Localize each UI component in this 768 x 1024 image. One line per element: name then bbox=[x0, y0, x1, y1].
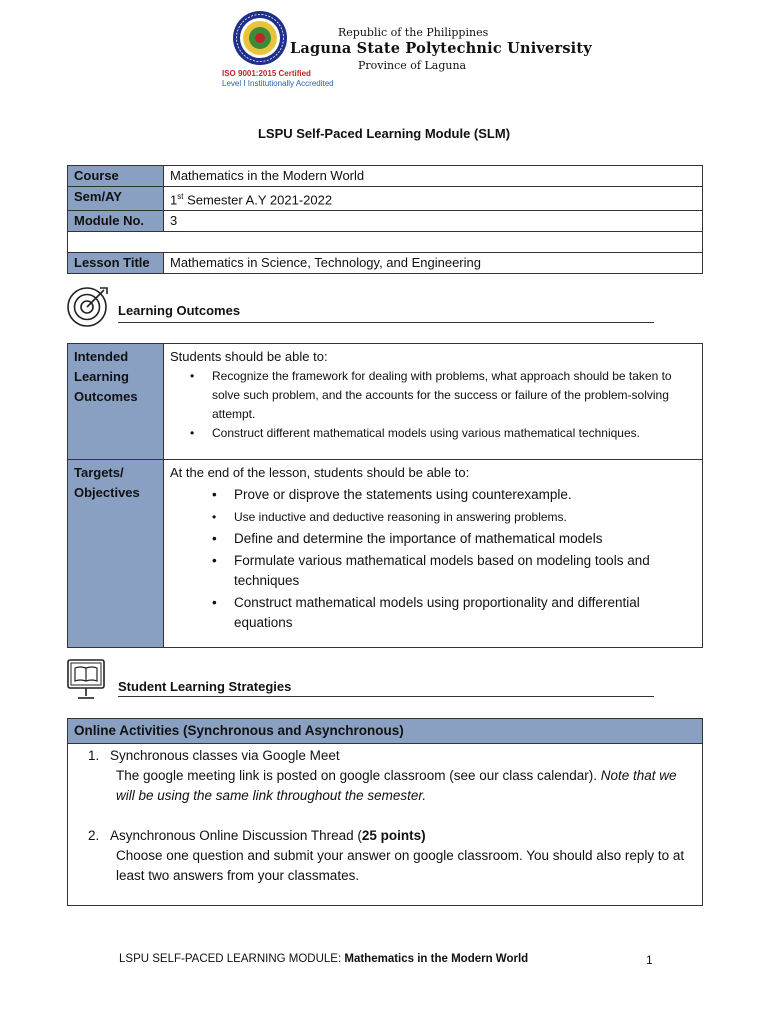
table-row-empty bbox=[68, 232, 703, 253]
list-item: • Prove or disprove the statements using counterexample. bbox=[212, 485, 696, 505]
targets-intro: At the end of the lesson, students should be able to: bbox=[170, 465, 470, 480]
page-footer: LSPU SELF-PACED LEARNING MODULE: Mathematics in the Modern World bbox=[119, 953, 529, 965]
table-row bbox=[68, 460, 703, 648]
target-icon bbox=[66, 284, 112, 328]
course-value: Mathematics in the Modern World bbox=[164, 166, 703, 187]
module-label: Module No. bbox=[68, 211, 164, 232]
course-info-table bbox=[67, 165, 703, 274]
sem-label: Sem/AY bbox=[68, 187, 164, 211]
ilo-list bbox=[190, 367, 696, 443]
item-description: The google meeting link is posted on google classroom (see our class calendar). Note that we will be using the same link throughout the semester. bbox=[116, 768, 677, 803]
targets-list bbox=[212, 485, 696, 633]
table-row bbox=[68, 166, 703, 187]
learning-outcomes-table bbox=[67, 343, 703, 648]
section-divider bbox=[118, 322, 654, 323]
province-text: Province of Laguna bbox=[358, 59, 467, 72]
accreditation-text: Level I Institutionally Accredited bbox=[222, 79, 334, 88]
table-row bbox=[68, 253, 703, 274]
table-row bbox=[68, 744, 703, 906]
item-description: Choose one question and submit your answer on google classroom. You should also reply to at least two answers from your classmates. bbox=[116, 848, 685, 883]
table-row bbox=[68, 187, 703, 211]
empty-row bbox=[68, 232, 703, 253]
sem-value: 1st Semester A.Y 2021-2022 bbox=[164, 187, 703, 211]
document-header bbox=[0, 0, 768, 100]
university-seal-icon bbox=[232, 10, 288, 66]
list-item: • Construct different mathematical models using various mathematical techniques. bbox=[190, 424, 696, 443]
page-number: 1 bbox=[646, 953, 653, 967]
section-title: Student Learning Strategies bbox=[118, 679, 292, 694]
university-name: Laguna State Polytechnic University bbox=[290, 40, 592, 57]
table-row bbox=[68, 211, 703, 232]
table-row bbox=[68, 719, 703, 744]
computer-book-icon bbox=[66, 658, 112, 702]
document-title: LSPU Self-Paced Learning Module (SLM) bbox=[257, 126, 511, 141]
lesson-title-label: Lesson Title bbox=[68, 253, 164, 274]
list-item: • Formulate various mathematical models based on modeling tools and techniques bbox=[212, 551, 696, 591]
list-item: • Define and determine the importance of mathematical models bbox=[212, 529, 696, 549]
learning-outcomes-heading bbox=[66, 284, 654, 330]
table-row bbox=[68, 344, 703, 460]
list-item: 2. Asynchronous Online Discussion Thread (25 points) bbox=[88, 828, 426, 843]
ilo-label: Intended Learning Outcomes bbox=[68, 344, 164, 460]
republic-text: Republic of the Philippines bbox=[338, 26, 489, 39]
module-value: 3 bbox=[164, 211, 703, 232]
list-item: • Recognize the framework for dealing with problems, what approach should be taken to solve such problem, and the accounts for the success or failure of the problem-solving attempt. bbox=[190, 367, 696, 424]
targets-content bbox=[164, 460, 703, 648]
list-item: 1. Synchronous classes via Google Meet bbox=[88, 748, 340, 763]
strategies-table bbox=[67, 718, 703, 906]
iso-certification: ISO 9001:2015 Certified bbox=[222, 69, 311, 78]
section-divider bbox=[118, 696, 654, 697]
strategies-table-header: Online Activities (Synchronous and Asynchronous) bbox=[68, 719, 703, 744]
ilo-content bbox=[164, 344, 703, 460]
strategies-heading bbox=[66, 658, 654, 704]
strategies-content bbox=[68, 744, 703, 906]
list-item: • Construct mathematical models using proportionality and differential equations bbox=[212, 593, 696, 633]
lesson-title-value: Mathematics in Science, Technology, and Engineering bbox=[164, 253, 703, 274]
targets-label: Targets/ Objectives bbox=[68, 460, 164, 648]
ilo-intro: Students should be able to: bbox=[170, 349, 328, 364]
course-label: Course bbox=[68, 166, 164, 187]
list-item: • Use inductive and deductive reasoning in answering problems. bbox=[212, 507, 696, 527]
section-title: Learning Outcomes bbox=[118, 303, 241, 318]
